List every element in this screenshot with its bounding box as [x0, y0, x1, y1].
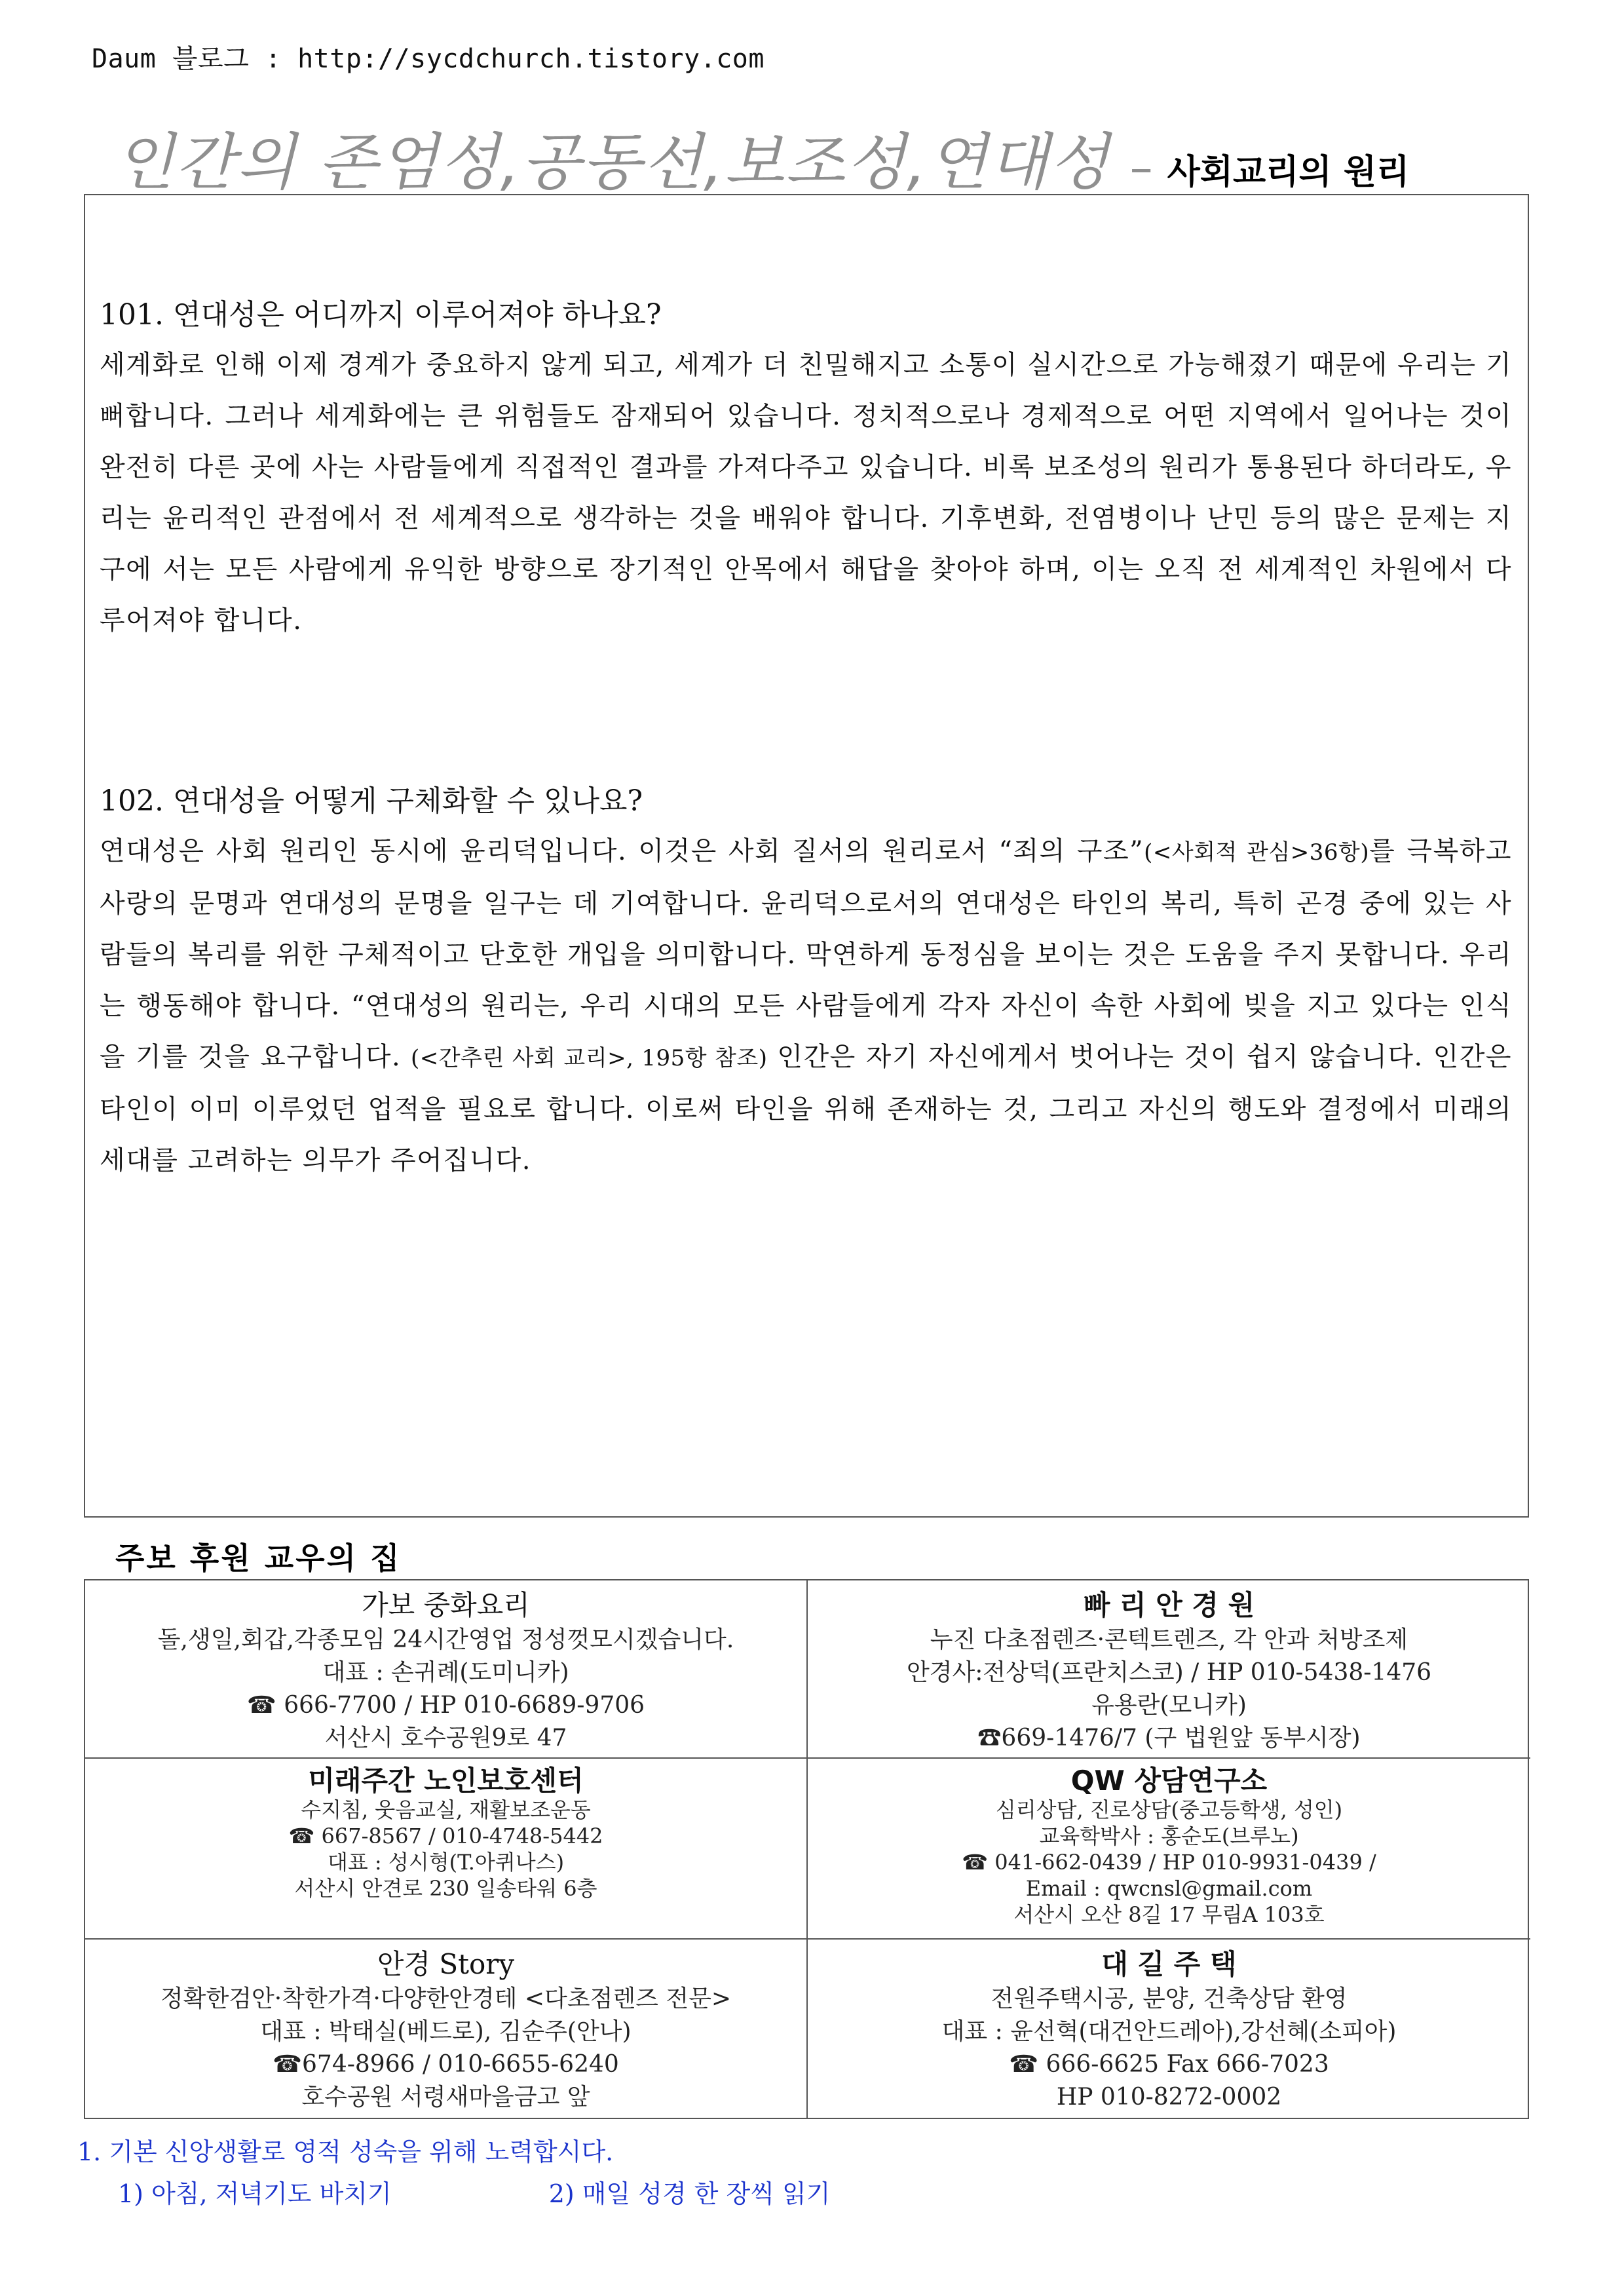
sponsor-line: ☎ 666-7700 / HP 010-6689-9706	[246, 1692, 645, 1719]
sponsor-line: 정확한검안·착한가격·다양한안경테 <다초점렌즈 전문>	[160, 1985, 732, 2012]
sponsor-line: 유용란(모니카)	[1091, 1692, 1247, 1719]
reference-note: (<사회적 관심>36항)	[1144, 839, 1370, 866]
sponsor-line: 안경사:전상덕(프란치스코) / HP 010-5438-1476	[906, 1659, 1432, 1686]
footer-item: 1) 아침, 저녁기도 바치기	[118, 2179, 392, 2208]
sponsor-cell-qw-counseling	[808, 1759, 1530, 1940]
sponsor-name: QW 상담연구소	[1070, 1765, 1268, 1797]
sponsor-line: 심리상담, 진로상담(중고등학생, 성인)	[995, 1797, 1343, 1822]
sponsor-line: ☎ 041-662-0439 / HP 010-9931-0439 /	[962, 1850, 1376, 1875]
sponsor-line: 수지침, 웃음교실, 재활보조운동	[301, 1797, 591, 1822]
sponsor-line: 돌,생일,회갑,각종모임 24시간영업 정성껏모시겠습니다.	[157, 1626, 734, 1653]
sponsor-name: 미래주간 노인보호센터	[308, 1765, 584, 1797]
title-main: 인간의 존엄성,공동선,보조성,연대성	[115, 127, 1110, 199]
sponsors-heading: 주보 후원 교우의 집	[115, 1540, 402, 1576]
sponsor-line: Email : qwcnsl@gmail.com	[1025, 1876, 1313, 1901]
qa-section-102	[100, 778, 1512, 1186]
answer-part: 연대성은 사회 원리인 동시에 윤리덕입니다. 이것은 사회 질서의 원리로서 “죄의 구조”	[100, 836, 1144, 866]
answer-text	[100, 826, 1512, 1186]
sponsor-line: 대표 : 손귀례(도미니카)	[322, 1659, 569, 1686]
reference-note: (<간추린 사회 교리>, 195항 참조)	[411, 1045, 768, 1071]
footer-item: 2) 매일 성경 한 장씩 읽기	[548, 2179, 831, 2208]
sponsors-table	[84, 1579, 1529, 2119]
sponsor-line: ☎ 666-6625 Fax 666-7023	[1009, 2051, 1329, 2078]
sponsor-cell-senior-center	[85, 1759, 808, 1940]
sponsor-line: 대표 : 윤선혁(대건안드레아),강선혜(소피아)	[941, 2018, 1397, 2045]
sponsor-line: 서산시 호수공원9로 47	[324, 1725, 567, 1751]
sponsor-cell-paris-optical	[808, 1580, 1530, 1759]
sponsor-name: 빠 리 안 경 원	[1083, 1589, 1255, 1621]
sponsor-line: 서산시 안견로 230 일송타워 6층	[294, 1876, 597, 1901]
sponsor-line: 교육학박사 : 홍순도(브루노)	[1039, 1824, 1299, 1848]
sponsor-cell-gabo	[85, 1580, 808, 1759]
title-dash: –	[1129, 141, 1153, 195]
title-subtitle: 사회교리의 원리	[1167, 153, 1410, 192]
sponsor-cell-glasses-story	[85, 1940, 808, 2118]
sponsor-line: ☎674-8966 / 010-6655-6240	[273, 2051, 619, 2078]
answer-text: 세계화로 인해 이제 경계가 중요하지 않게 되고, 세계가 더 친밀해지고 소통이 실시간으로 가능해졌기 때문에 우리는 기뻐합니다. 그러나 세계화에는 큰 위험들도 잠재되어 있습니다. 정치적으로나 경제적으로 어떤 지역에서 일어나는 것이 완전히 다른 곳에 사는 사람들에게 직접적인 결과를 가져다주고 있습니다. 비록 보조성의 원리가 통용된다 하더라도, 우리는 윤리적인 관점에서 전 세계적으로 생각하는 것을 배워야 합니다. 기후변화, 전염병이나 난민 등의 많은 문제는 지구에 서는 모든 사람에게 유익한 방향으로 장기적인 안목에서 해답을 찾아야 하며, 이는 오직 전 세계적인 차원에서 다루어져야 합니다.	[100, 350, 1512, 636]
content-box	[84, 194, 1529, 1518]
qa-section-101	[100, 292, 1512, 646]
footer-line: 1. 기본 신앙생활로 영적 성숙을 위해 노력합시다.	[77, 2137, 614, 2166]
answer-part: 인간은 자기 자신에게서 벗어나는 것이 쉽지 않습니다. 인간은 타인이 이미 이루었던 업적을 필요로 합니다. 이로써 타인을 위해 존재하는 것, 그리고 자신의 행도와 결정에서 미래의 세대를 고려하는 의무가 주어집니다.	[100, 1042, 1512, 1176]
sponsor-line: HP 010-8272-0002	[1056, 2084, 1282, 2111]
sponsor-line: ☎ 667-8567 / 010-4748-5442	[288, 1824, 603, 1848]
footer-items	[77, 2173, 830, 2215]
footer-resolutions	[77, 2131, 830, 2215]
sponsor-line: 누진 다초점렌즈·콘텍트렌즈, 각 안과 처방조제	[930, 1626, 1408, 1653]
sponsor-name: 안경 Story	[377, 1948, 515, 1980]
answer-part: 를 극복하고 사랑의 문명과 연대성의 문명을 일구는 데 기여합니다. 윤리덕으로서의 연대성은 타인의 복리, 특히 곤경 중에 있는 사람들의 복리를 위한 구체적이고 단호한 개입을 의미합니다. 막연하게 동정심을 보이는 것은 도움을 주지 못합니다. 우리는 행동해야 합니다. “연대성의 원리는, 우리 시대의 모든 사람들에게 각자 자신이 속한 사회에 빚을 지고 있다는 인식을 기를 것을 요구합니다.	[100, 836, 1513, 1072]
blog-address: Daum 블로그 : http://sycdchurch.tistory.com	[92, 44, 765, 74]
question-title: 102. 연대성을 어떻게 구체화할 수 있나요?	[100, 784, 643, 818]
sponsor-line: 전원주택시공, 분양, 건축상담 환영	[991, 1985, 1348, 2012]
sponsor-name: 대 길 주 택	[1101, 1948, 1237, 1980]
sponsor-line: ☎669-1476/7 (구 법원앞 동부시장)	[977, 1725, 1361, 1751]
sponsor-name: 가보 중화요리	[362, 1589, 530, 1621]
sponsor-cell-daegil-housing	[808, 1940, 1530, 2118]
sponsor-line: 호수공원 서령새마을금고 앞	[301, 2084, 590, 2111]
page-title	[115, 113, 1556, 204]
sponsor-line: 서산시 오산 8길 17 무림A 103호	[1013, 1902, 1325, 1927]
sponsor-line: 대표 : 성시형(T.아퀴나스)	[327, 1850, 565, 1875]
sponsor-line: 대표 : 박태실(베드로), 김순주(안나)	[260, 2018, 632, 2045]
question-title: 101. 연대성은 어디까지 이루어져야 하나요?	[100, 298, 662, 332]
